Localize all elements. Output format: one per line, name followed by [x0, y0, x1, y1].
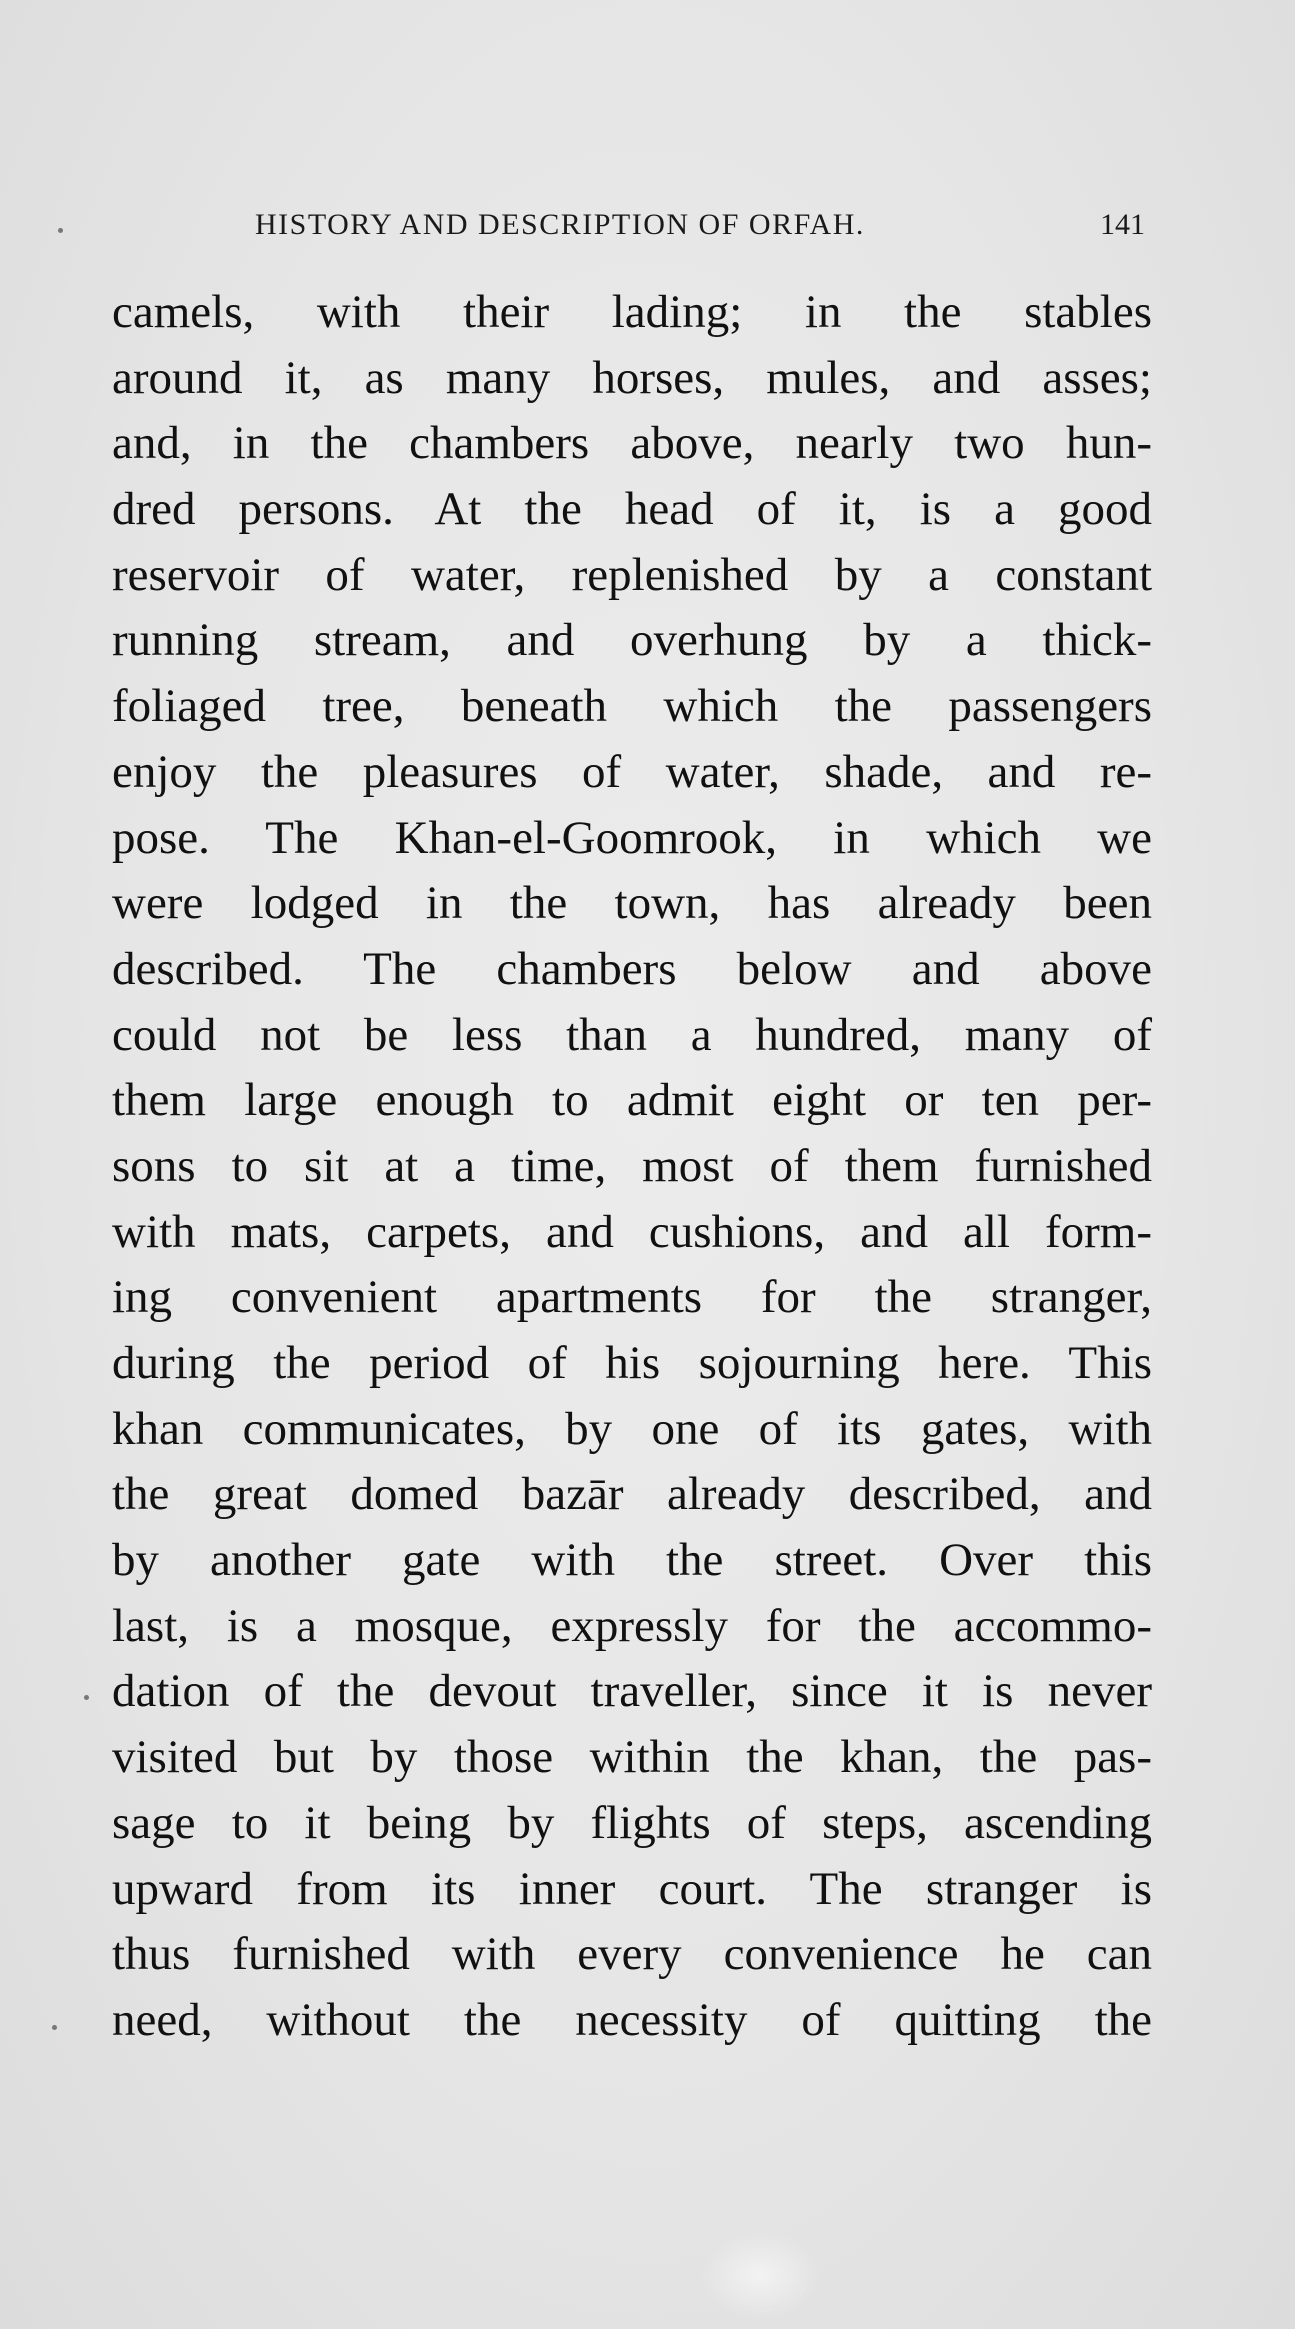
text-line: upward from its inner court. The stranger is [112, 1862, 1152, 1915]
text-line: could not be less than a hundred, many of [112, 1008, 1152, 1061]
text-line: them large enough to admit eight or ten per- [112, 1074, 1152, 1127]
text-line: visited but by those within the khan, the pas- [112, 1731, 1152, 1784]
text-line: dation of the devout traveller, since it is never [112, 1665, 1152, 1718]
text-line: sage to it being by flights of steps, ascending [112, 1796, 1152, 1849]
text-line: around it, as many horses, mules, and asses; [112, 351, 1152, 404]
text-line: khan communicates, by one of its gates, with [112, 1402, 1152, 1455]
text-line: foliaged tree, beneath which the passengers [112, 680, 1152, 733]
paper-speck [52, 2025, 57, 2030]
paper-speck [58, 228, 63, 233]
text-line: need, without the necessity of quitting the [112, 1993, 1152, 2046]
text-line: during the period of his sojourning here. This [112, 1337, 1152, 1389]
text-line: and, in the chambers above, nearly two hun- [112, 417, 1152, 470]
text-line: ing convenient apartments for the stranger, [112, 1271, 1152, 1324]
text-line: last, is a mosque, expressly for the accommo- [112, 1599, 1152, 1652]
text-line: camels, with their lading; in the stables [112, 286, 1152, 338]
text-line: dred persons. At the head of it, is a good [112, 483, 1152, 536]
running-title: HISTORY AND DESCRIPTION OF ORFAH. [255, 208, 865, 241]
paper-speck [84, 1695, 89, 1700]
text-line: by another gate with the street. Over this [112, 1534, 1152, 1587]
text-line: thus furnished with every convenience he can [112, 1928, 1152, 1981]
page-number: 141 [1100, 208, 1145, 241]
paper-smudge [700, 2230, 820, 2320]
text-line: pose. The Khan-el-Goomrook, in which we [112, 811, 1152, 864]
text-line: the great domed bazār already described, and [112, 1468, 1152, 1521]
text-line: enjoy the pleasures of water, shade, and re- [112, 745, 1152, 798]
text-line: were lodged in the town, has already been [112, 877, 1152, 930]
body-text [112, 280, 1152, 2054]
text-line: running stream, and overhung by a thick- [112, 614, 1152, 667]
running-head [110, 208, 1145, 258]
text-line: reservoir of water, replenished by a constant [112, 548, 1152, 601]
text-line: described. The chambers below and above [112, 942, 1152, 995]
text-line: sons to sit at a time, most of them furnished [112, 1139, 1152, 1192]
text-line: with mats, carpets, and cushions, and all form- [112, 1205, 1152, 1258]
